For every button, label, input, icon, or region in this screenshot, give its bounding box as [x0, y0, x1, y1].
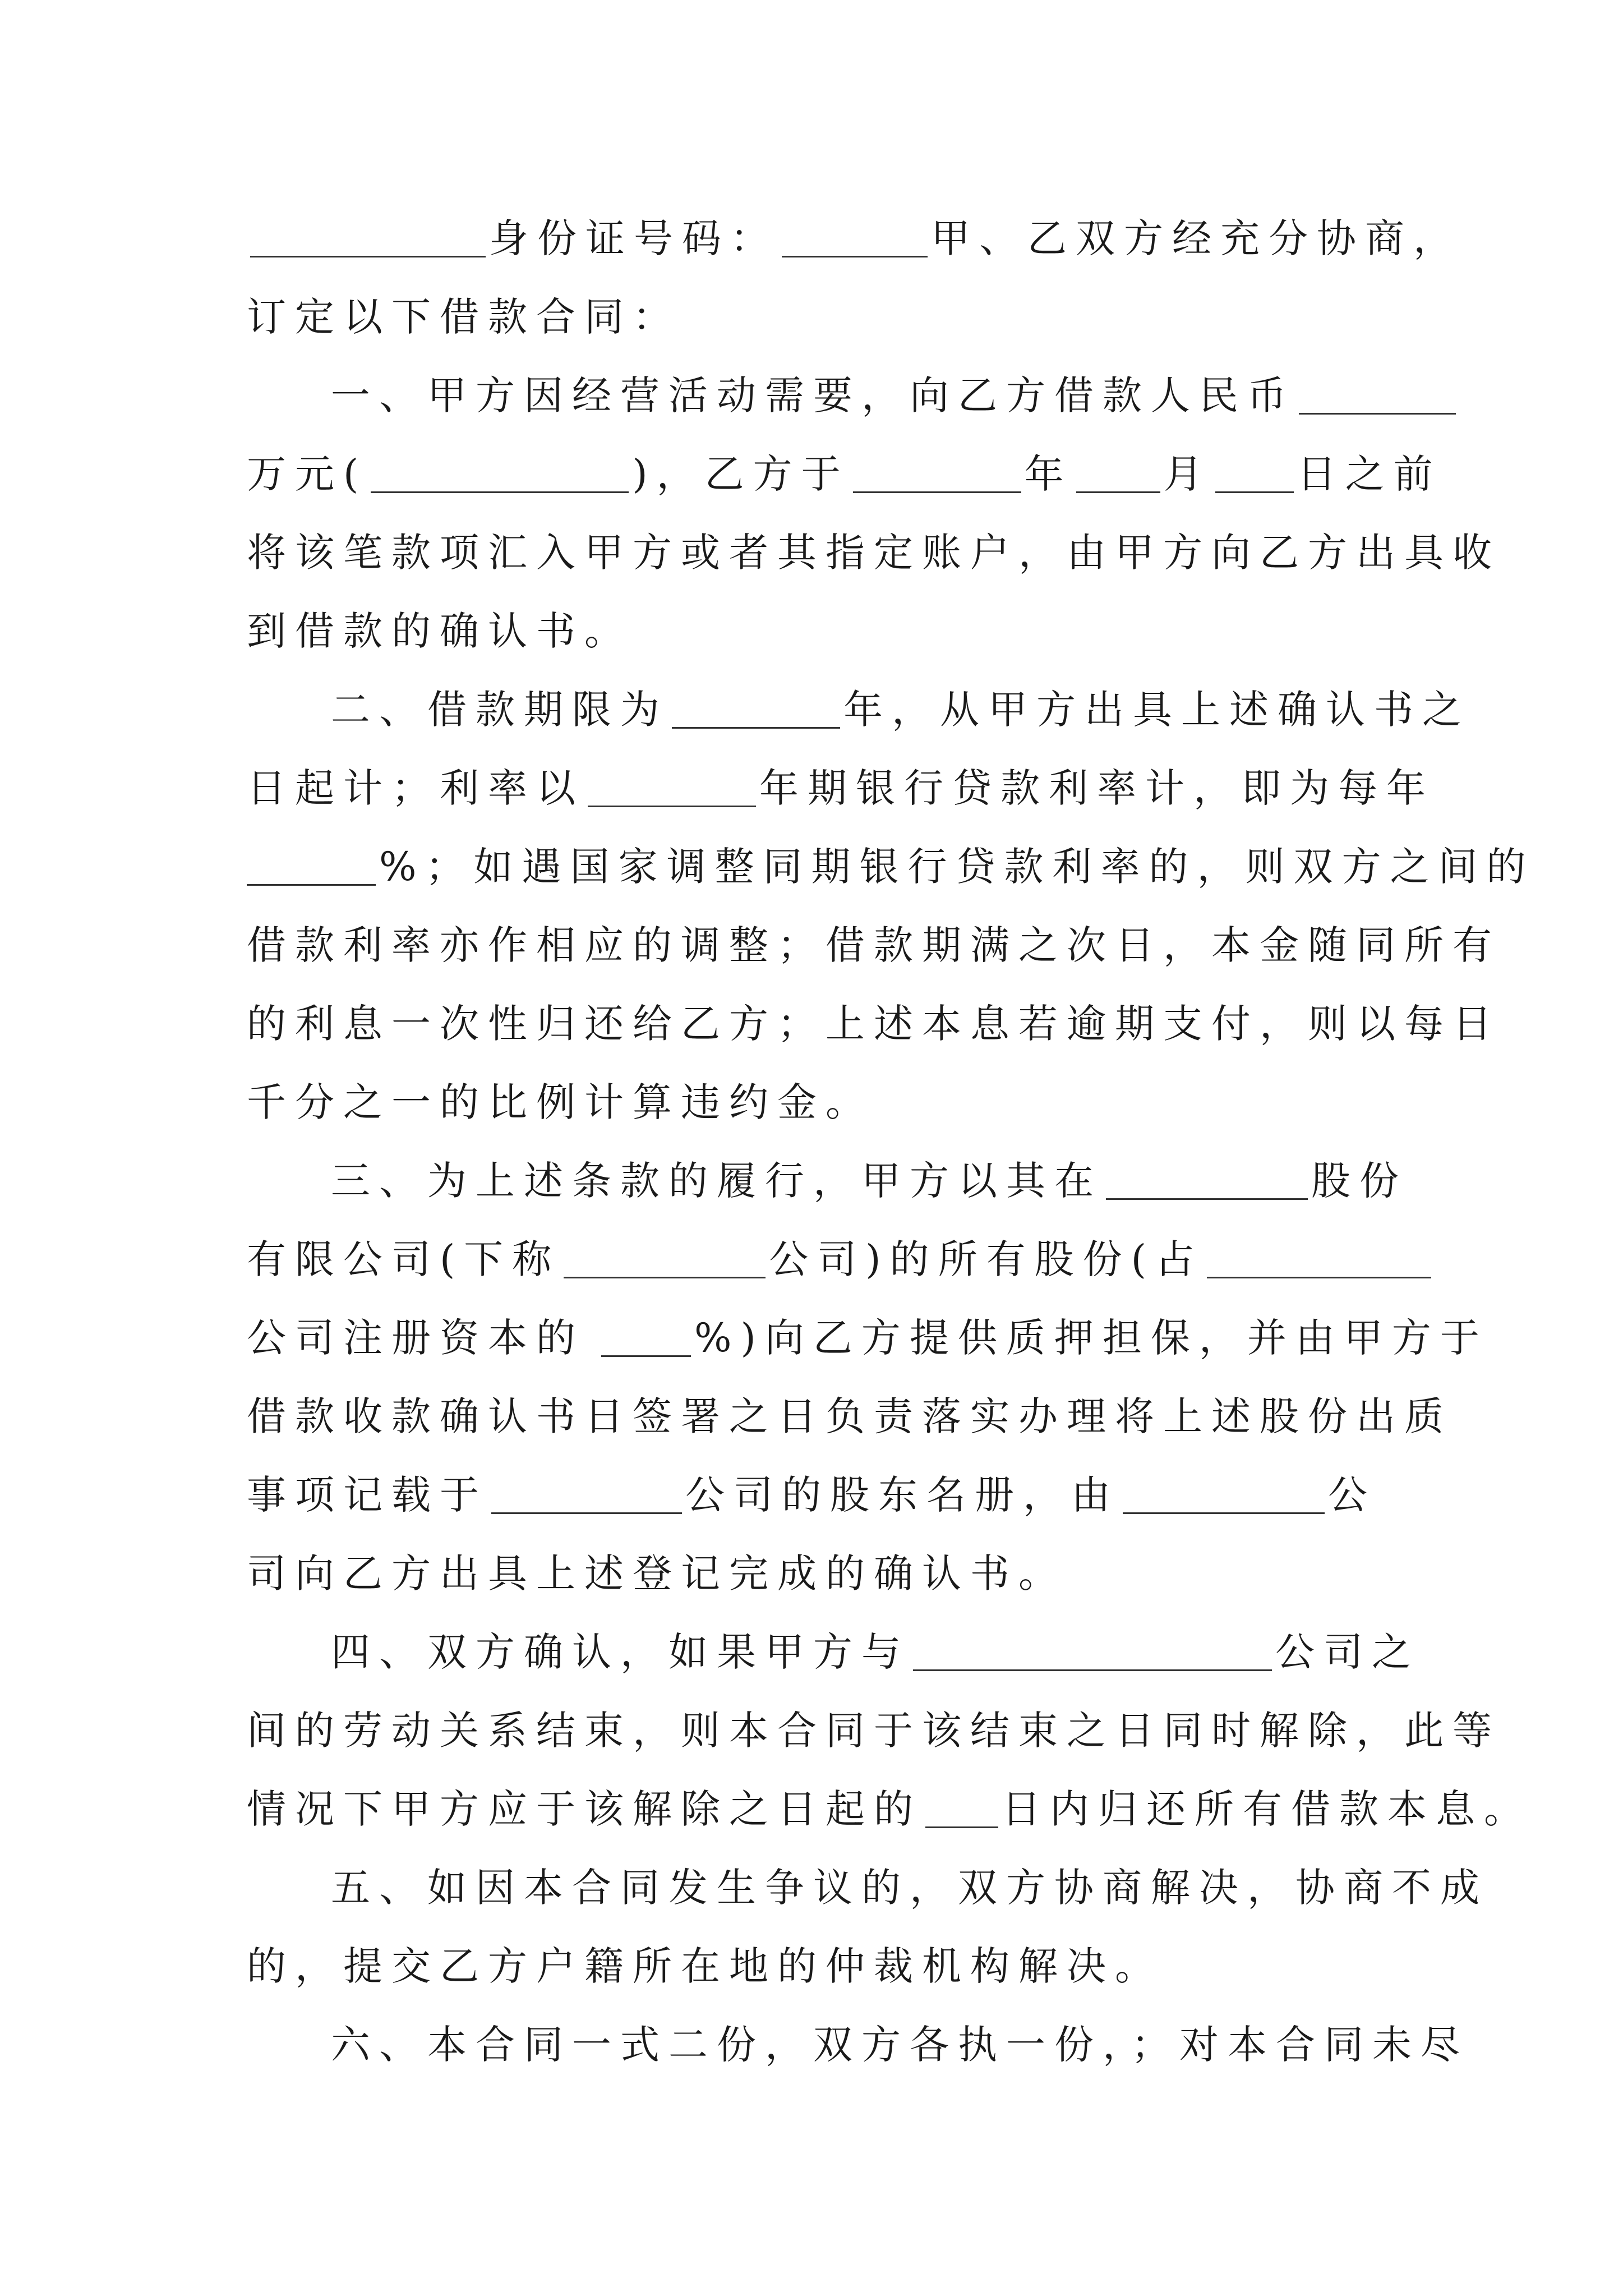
- text-segment: 事项记载于: [247, 1472, 488, 1518]
- fill-blank: [913, 1669, 1272, 1671]
- text-line: [247, 1220, 1391, 1299]
- text-segment: 公司)的所有股份(占: [769, 1236, 1204, 1282]
- fill-blank: [1106, 1198, 1308, 1200]
- fill-blank: [601, 1355, 691, 1357]
- text-segment: 年期银行贷款利率计，即为每年: [759, 765, 1435, 811]
- text-line: [247, 749, 1435, 827]
- text-segment: 公司的股东名册，由: [685, 1472, 1119, 1518]
- fill-blank: [853, 491, 1021, 493]
- text-segment: 年: [1024, 451, 1073, 497]
- text-line: [247, 199, 1461, 278]
- text-segment: 有限公司(下称: [247, 1236, 561, 1282]
- text-segment: 身份证号码：: [489, 215, 778, 261]
- text-line: [247, 435, 1442, 513]
- text-line: 的利息一次性归还给乙方；上述本息若逾期支付，则以每日: [247, 1001, 1501, 1047]
- text-line: [247, 1770, 1532, 1848]
- fill-blank: [1076, 491, 1160, 493]
- text-segment: 三、为上述条款的履行，甲方以其在: [331, 1158, 1103, 1204]
- text-segment: 月: [1163, 451, 1212, 497]
- text-segment: 日内归还所有借款本息。: [1002, 1786, 1532, 1832]
- text-line: 司向乙方出具上述登记完成的确认书。: [247, 1550, 1067, 1596]
- text-line: 间的劳动关系结束，则本合同于该结束之日同时解除，此等: [247, 1708, 1501, 1754]
- text-line: 千分之一的比例计算违约金。: [247, 1079, 874, 1125]
- fill-blank: [1207, 1277, 1431, 1278]
- fill-blank: [588, 806, 756, 807]
- text-line: [331, 1613, 1475, 1691]
- fill-blank: [672, 727, 840, 729]
- fill-blank: [1299, 413, 1456, 415]
- fill-blank: [925, 1826, 998, 1828]
- fill-blank: [247, 884, 376, 886]
- text-line: 借款利率亦作相应的调整；借款期满之次日，本金随同所有: [247, 922, 1501, 968]
- text-line: 将该笔款项汇入甲方或者其指定账户，由甲方向乙方出具收: [247, 530, 1501, 576]
- fill-blank: [1215, 491, 1294, 493]
- text-segment: 公司之: [1275, 1629, 1420, 1675]
- text-line: [331, 670, 1475, 749]
- text-line: 借款收款确认书日签署之日负责落实办理将上述股份出质: [247, 1393, 1453, 1439]
- text-line: 订定以下借款合同：: [247, 294, 681, 340]
- text-line: 五、如因本合同发生争议的，双方协商解决，协商不成: [331, 1865, 1488, 1911]
- text-segment: %)向乙方提供质押担保，并由甲方于: [694, 1315, 1488, 1361]
- fill-blank: [782, 256, 928, 257]
- text-segment: 日起计；利率以: [247, 765, 584, 811]
- fill-blank: [1123, 1512, 1325, 1514]
- text-segment: 公: [1328, 1472, 1376, 1518]
- text-line: [331, 356, 1475, 435]
- text-line: [247, 827, 1535, 906]
- text-segment: 日之前: [1297, 451, 1442, 497]
- text-line: [247, 1299, 1488, 1377]
- fill-blank: [371, 491, 629, 493]
- text-segment: 股份: [1311, 1158, 1408, 1204]
- text-segment: %；如遇国家调整同期银行贷款利率的，则双方之间的: [379, 844, 1535, 890]
- text-segment: 一、甲方因经营活动需要，向乙方借款人民币: [331, 372, 1295, 418]
- text-segment: )，乙方于: [632, 451, 850, 497]
- text-segment: 公司注册资本的: [247, 1315, 584, 1361]
- fill-blank: [564, 1277, 766, 1278]
- text-line: 六、本合同一式二份，双方各执一份，；对本合同未尽: [331, 2022, 1469, 2068]
- text-segment: 四、双方确认，如果甲方与: [331, 1629, 910, 1675]
- text-line: 到借款的确认书。: [247, 608, 633, 654]
- text-segment: 年，从甲方出具上述确认书之: [843, 687, 1470, 733]
- text-segment: 万元(: [247, 451, 368, 497]
- text-line: 的，提交乙方户籍所在地的仲裁机构解决。: [247, 1943, 1163, 1989]
- text-line: [331, 1142, 1475, 1220]
- text-segment: 情况下甲方应于该解除之日起的: [247, 1786, 922, 1832]
- fill-blank: [491, 1512, 682, 1514]
- text-segment: 二、借款期限为: [331, 687, 668, 733]
- text-segment: 甲、乙双方经充分协商，: [931, 215, 1461, 261]
- text-line: [247, 1456, 1391, 1534]
- fill-blank: [250, 256, 486, 257]
